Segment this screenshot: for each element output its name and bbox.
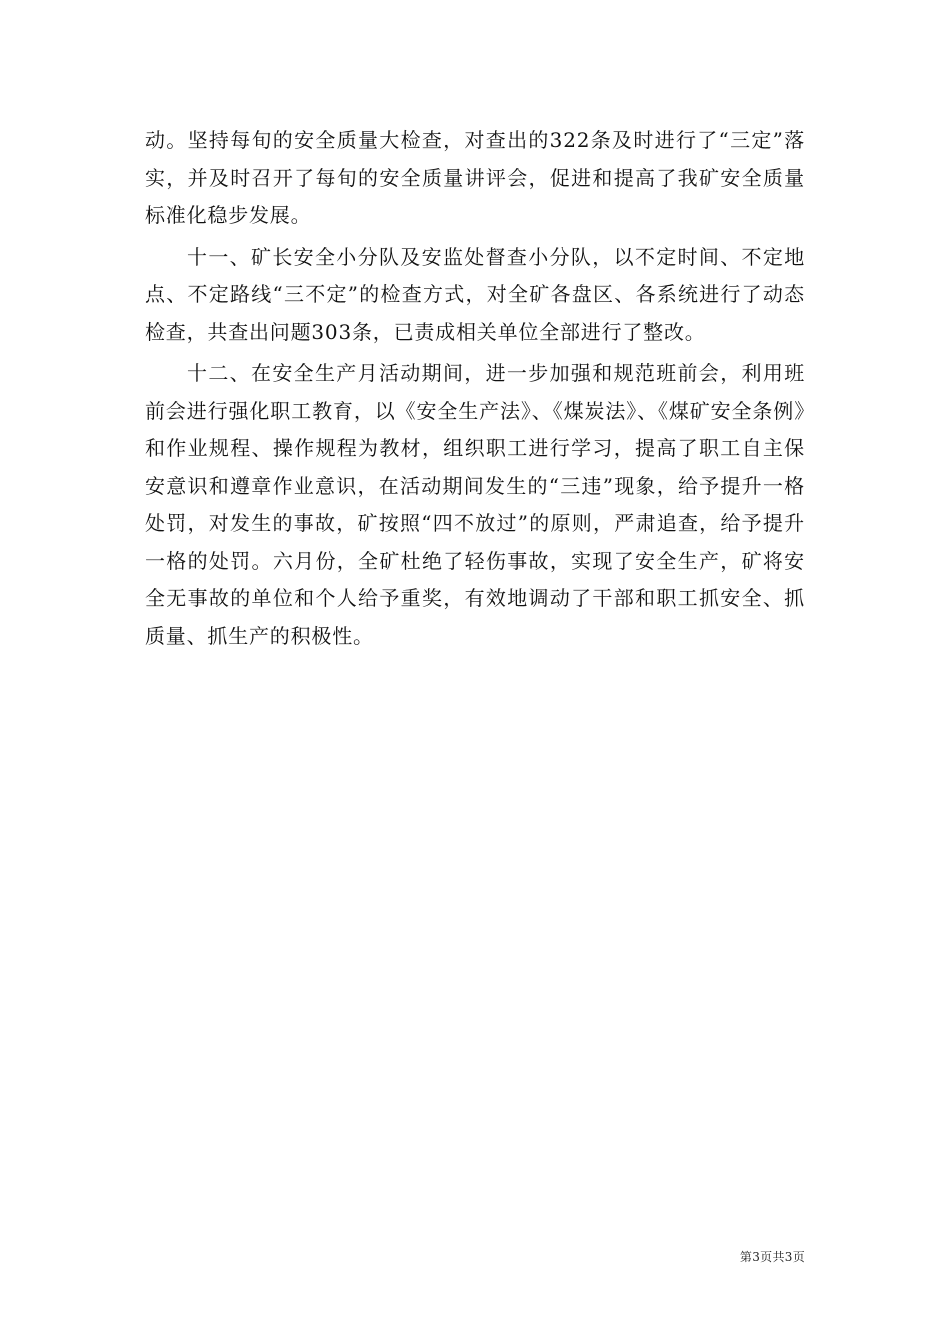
paragraph-item-eleven: 十一、矿长安全小分队及安监处督查小分队，以不定时间、不定地点、不定路线“三不定”的检查方式，对全矿各盘区、各系统进行了动态检查，共查出问题303条，已责成相关单位全部进行了整改。 — [145, 244, 805, 344]
paragraph-item-twelve: 十二、在安全生产月活动期间，进一步加强和规范班前会，利用班前会进行强化职工教育，以《安全生产法》、《煤炭法》、《煤矿安全条例》和作业规程、操作规程为教材，组织职工进行学习，提高了职工自主保安意识和遵章作业意识，在活动期间发生的“三违”现象，给予提升一格处罚，对发生的事故，矿按照“四不放过”的原则，严肃追查，给予提升一格的处罚。六月份，全矿杜绝了轻伤事故，实现了安全生产，矿将安全无事故的单位和个人给予重奖，有效地调动了干部和职工抓安全、抓质量、抓生产的积极性。 — [145, 361, 805, 648]
paragraph-continued: 动。坚持每旬的安全质量大检查，对查出的322条及时进行了“三定”落实，并及时召开了每旬的安全质量讲评会，促进和提高了我矿安全质量标准化稳步发展。 — [145, 128, 805, 227]
page-number-footer: 第3页共3页 — [739, 1250, 805, 1264]
body-text — [145, 122, 805, 659]
